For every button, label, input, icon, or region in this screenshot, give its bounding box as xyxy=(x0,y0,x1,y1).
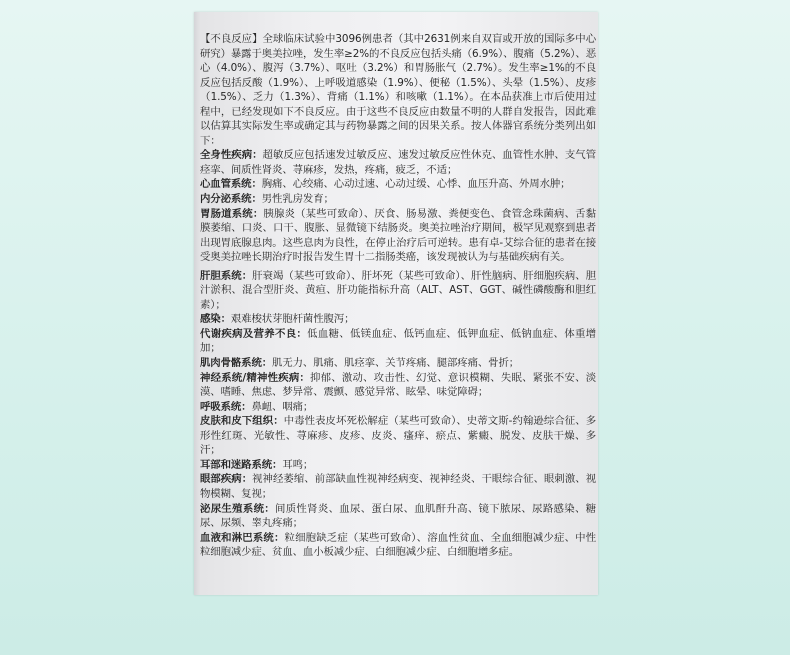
section-text: 低血糖、低镁血症、低钙血症、低钾血症、低钠血症、体重增加； xyxy=(200,327,596,355)
section-text: 间质性肾炎、血尿、蛋白尿、血肌酐升高、镜下脓尿、尿路感染、糖尿、尿频、睾丸疼痛； xyxy=(200,502,596,530)
section-text: 鼻衄、咽痛； xyxy=(251,400,314,413)
section-heading: 泌尿生殖系统： xyxy=(200,502,275,515)
section-infection xyxy=(200,312,596,327)
section-text: 艰难梭状芽胞杆菌性腹泻； xyxy=(230,313,355,326)
section-text: 抑郁、激动、攻击性、幻觉、意识模糊、失眠、紧张不安、淡漠、嗜睡、焦虑、梦异常、震颤、感觉异常、眩晕、味觉障碍； xyxy=(200,371,596,399)
section-text: 男性乳房发育； xyxy=(261,193,334,206)
section-urogenital xyxy=(200,502,596,531)
section-heading: 内分泌系统： xyxy=(200,193,262,206)
section-nervous xyxy=(200,371,596,400)
section-musculoskeletal xyxy=(200,356,596,371)
section-text: 粒细胞缺乏症（某些可致命）、溶血性贫血、全血细胞减少症、中性粒细胞减少症、贫血、血小板减少症、白细胞减少症、白细胞增多症。 xyxy=(200,531,596,559)
adverse-reactions-text xyxy=(200,32,596,560)
section-heading: 肌肉骨骼系统： xyxy=(200,357,273,370)
section-heading: 心血管系统： xyxy=(200,178,262,191)
section-blood xyxy=(200,531,596,560)
section-heading: 代谢疾病及营养不良： xyxy=(200,327,308,340)
section-heading: 感染： xyxy=(200,313,231,326)
section-endocrine xyxy=(200,192,596,207)
section-text: 肌无力、肌痛、肌痉挛、关节疼痛、腿部疼痛、骨折； xyxy=(272,357,520,370)
section-heading: 神经系统/精神性疾病： xyxy=(200,371,311,384)
section-text: 视神经萎缩、前部缺血性视神经病变、视神经炎、干眼综合征、眼刺激、视物模糊、复视； xyxy=(200,473,596,500)
intro-paragraph: 【不良反应】全球临床试验中3096例患者（其中2631例来自双盲或开放的国际多中心研究）暴露于奥美拉唑，发生率≥2%的不良反应包括头痛（6.9%）、腹痛（5.2%）、恶心（4.0%）、腹泻（3.7%）、呕吐（3.2%）和胃肠胀气（2.7%）。发生率≥1%的不良反应包括反酸（1.9%）、上呼吸道感染（1.9%）、便秘（1.5%）、头晕（1.5%）、皮疹（1.5%）、乏力（1.3%）、背痛（1.1%）和咳嗽（1.1%）。在本品获准上市后使用过程中，已经发现如下不良反应。由于这些不良反应由数量不明的人群自发报告，因此难以估算其实际发生率或确定其与药物暴露之间的因果关系。按人体器官系统分类列出如下： xyxy=(200,33,596,147)
section-cardiovascular xyxy=(200,177,596,192)
section-general xyxy=(200,148,596,177)
section-heading: 耳部和迷路系统： xyxy=(200,458,283,471)
section-heading: 眼部疾病： xyxy=(200,473,253,486)
section-heading: 呼吸系统： xyxy=(200,400,252,413)
section-text: 中毒性表皮坏死松解症（某些可致命）、史蒂文斯-约翰逊综合征、多形性红斑、光敏性、荨麻疹、皮疹、皮炎、瘙痒、瘀点、紫癜、脱发、皮肤干燥、多汗； xyxy=(200,415,596,457)
section-heading: 皮肤和皮下组织： xyxy=(200,415,284,428)
section-text: 肝衰竭（某些可致命）、肝坏死（某些可致命）、肝性脑病、肝细胞疾病、胆汁淤积、混合型肝炎、黄疸、肝功能指标升高（ALT、AST、GGT、碱性磷酸酶和胆红素）； xyxy=(200,269,596,311)
document-page xyxy=(194,12,598,595)
section-text: 耳鸣； xyxy=(282,458,314,471)
section-hepatobiliary xyxy=(200,269,596,313)
section-heading: 胃肠道系统： xyxy=(200,207,264,220)
section-heading: 全身性疾病： xyxy=(200,149,263,162)
section-heading: 血液和淋巴系统： xyxy=(200,531,285,544)
section-heading: 肝胆系统： xyxy=(200,269,253,282)
section-metabolism xyxy=(200,327,596,356)
section-eye xyxy=(200,472,596,501)
section-text: 超敏反应包括速发过敏反应、速发过敏反应性休克、血管性水肿、支气管痉挛、间质性肾炎、荨麻疹，发热，疼痛，疲乏，不适； xyxy=(200,149,596,176)
section-text: 胸痛、心绞痛、心动过速、心动过缓、心悸、血压升高、外周水肿； xyxy=(261,178,571,191)
section-gastrointestinal xyxy=(200,207,596,265)
section-text: 胰腺炎（某些可致命）、厌食、肠易激、粪便变色、食管念珠菌病、舌黏膜萎缩、口炎、口干、腹胀、显微镜下结肠炎。奥美拉唑治疗期间，极罕见观察到患者出现胃底腺息肉。这些息肉为良性，在停止治疗后可逆转。患有卓-艾综合征的患者在接受奥美拉唑长期治疗时报告发生胃十二指肠类癌，该发现被认为与基础疾病有关。 xyxy=(200,207,596,264)
section-respiratory xyxy=(200,400,596,415)
section-ear xyxy=(200,458,596,473)
section-skin xyxy=(200,414,596,458)
